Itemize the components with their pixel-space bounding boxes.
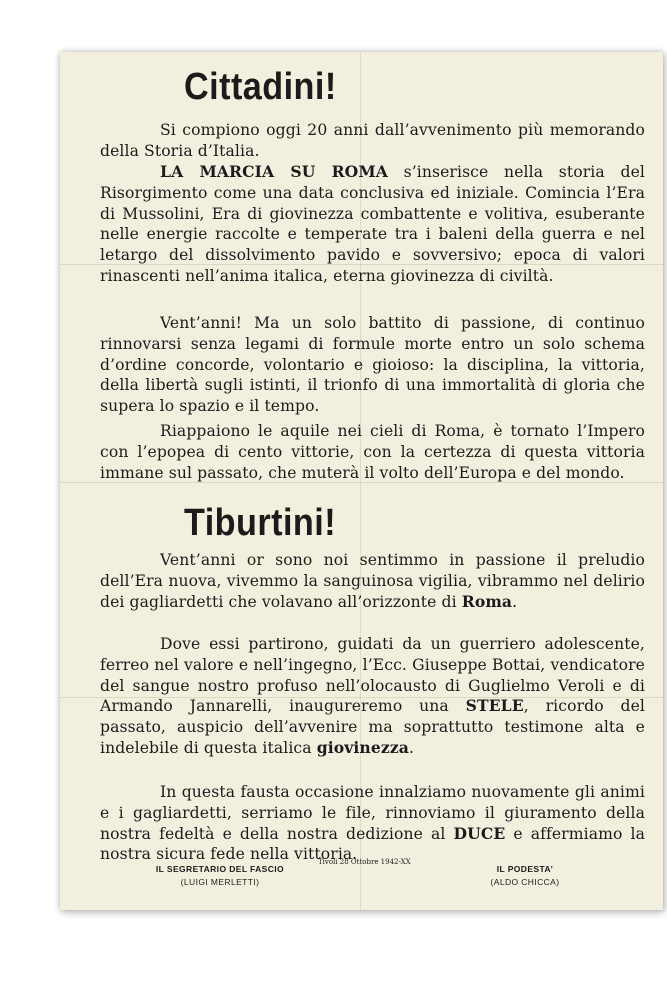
signature-segretario — [130, 864, 310, 887]
poster-text — [60, 52, 663, 910]
signature-role: IL SEGRETARIO DEL FASCIO — [155, 864, 285, 874]
headline-cittadini: Cittadini! — [184, 66, 337, 108]
paragraph-4: Riappaiono le aquile nei cieli di Roma, è tornato l’Impero con l’epopea di cento vittorie, con la certezza di questa vittoria immane sul passato, che muterà il volto dell’Europa e del mondo. — [100, 422, 645, 482]
signature-role: IL PODESTA’ — [496, 864, 554, 874]
date-line: Tivoli 28 Ottobre 1942-XX — [318, 858, 411, 866]
paragraph-5: Vent’anni or sono noi sentimmo in passione il preludio dell’Era nuova, vivemmo la sanguinosa vigilia, vibrammo nel delirio dei gagliardetti che volavano all’orizzonte di Roma. — [100, 551, 645, 611]
paragraph-7: In questa fausta occasione innalziamo nuovamente gli animi e i gagliardetti, serriamo le file, rinnoviamo il giuramento della nostra fedeltà e della nostra dedizione al DUCE e affermiamo la nostra sicura fede nella vittoria. — [100, 783, 645, 864]
paragraph-1: Si compiono oggi 20 anni dall’avvenimento più memorando della Storia d’Italia. — [100, 121, 645, 160]
poster — [60, 52, 663, 910]
signature-podesta — [465, 864, 585, 887]
paragraph-6: Dove essi partirono, guidati da un guerriero adolescente, ferreo nel valore e nell’ingegno, l’Ecc. Giuseppe Bottai, vendicatore del sangue nostro profuso nell’olocausto di Guglielmo Veroli e di Armando Jannarelli, inaugureremo una STELE, ricordo del passato, auspicio dell’avvenire ma soprattutto testimone alta e indelebile di questa italica giovinezza. — [100, 635, 646, 757]
paragraph-3: Vent’anni! Ma un solo battito di passione, di continuo rinnovarsi senza legami di formule morte entro un solo schema d’ordine concorde, volontario e gioioso: la disciplina, la vittoria, della libertà sugli istinti, il trionfo di una immortalità di gloria che supera lo spazio e il tempo. — [100, 314, 645, 416]
signature-name: (ALDO CHICCA) — [490, 877, 560, 887]
headline-tiburtini: Tiburtini! — [184, 502, 337, 544]
signature-name: (LUIGI MERLETTI) — [180, 877, 260, 887]
paragraph-2: LA MARCIA SU ROMA s’inserisce nella storia del Risorgimento come una data conclusiva ed iniziale. Comincia l’Era di Mussolini, Era di giovinezza combattente e volitiva, esuberante nelle energie raccolte e temperate tra i baleni della guerra e nel letargo del dissolvimento pavido e sovversivo; epoca di valori rinascenti nell’anima italica, eterna giovinezza di civiltà. — [100, 162, 646, 285]
